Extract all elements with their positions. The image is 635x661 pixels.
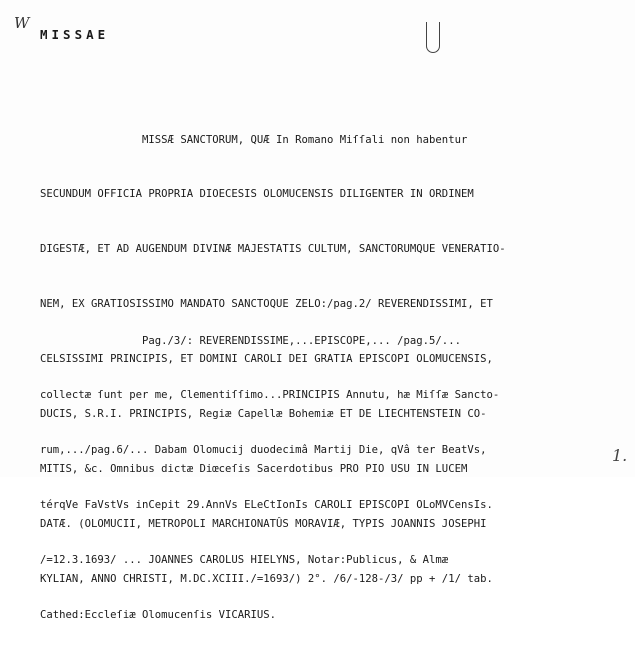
text-line: DUCIS, S.R.I. PRINCIPIS, Regiæ Capellæ Bohemiæ ET DE LIECHTENSTEIN CO-	[40, 408, 487, 421]
handwritten-page-number: 1.	[612, 446, 628, 465]
text-line: DATÆ. (OLOMUCII, METROPOLI MARCHIONATÛS MORAVIÆ, TYPIS JOANNIS JOSEPHI	[40, 517, 487, 530]
text-line: CELSISSIMI PRINCIPIS, ET DOMINI CAROLI DEI GRATIA EPISCOPI OLOMUCENSIS,	[40, 353, 493, 366]
text-line: MISSÆ SANCTORUM, QUÆ In Romano Miſſali non habentur	[40, 133, 468, 146]
text-line: Cathed:Eccleſiæ Olomucenſis VICARIUS.	[40, 609, 276, 622]
text-line: NEM, EX GRATIOSISSIMO MANDATO SANCTOQUE ZELO:/pag.2/ REVERENDISSIMI, ET	[40, 298, 493, 311]
text-line: SECUNDUM OFFICIA PROPRIA DIOECESIS OLOMUCENSIS DILIGENTER IN ORDINEM	[40, 188, 474, 201]
document-heading: MISSAE	[40, 27, 110, 42]
text-line: térqVe FaVstVs inCepit 29.AnnVs ELeCtIonIs CAROLI EPISCOPI OLoMVCensIs.	[40, 499, 493, 512]
text-line: Pag./3/: REVERENDISSIME,...EPISCOPE,... /pag.5/...	[40, 334, 461, 347]
notes-paragraph	[40, 295, 628, 661]
text-line: MITIS, &c. Omnibus dictæ Diœceſis Sacerdotibus PRO PIO USU IN LUCEM	[40, 462, 468, 475]
handwritten-corner-mark: W	[14, 14, 30, 32]
text-line: KYLIAN, ANNO CHRISTI, M.DC.XCIII./=1693/) 2°. /6/-128-/3/ pp + /1/ tab.	[40, 572, 493, 585]
text-line: rum,.../pag.6/... Dabam Olomucij duodecimâ Martij Die, qVâ ter BeatVs,	[40, 444, 487, 457]
text-line: /=12.3.1693/ ... JOANNES CAROLUS HIELYNS, Notar:Publicus, & Almæ	[40, 554, 449, 567]
handwritten-bracket-mark	[426, 22, 440, 53]
text-line: DIGESTÆ, ET AD AUGENDUM DIVINÆ MAJESTATIS CULTUM, SANCTORUMQUE VENERATIO-	[40, 243, 506, 256]
text-line: collectæ ſunt per me, Clementiſſimo...PRINCIPIS Annutu, hæ Miſſæ Sancto-	[40, 389, 500, 402]
